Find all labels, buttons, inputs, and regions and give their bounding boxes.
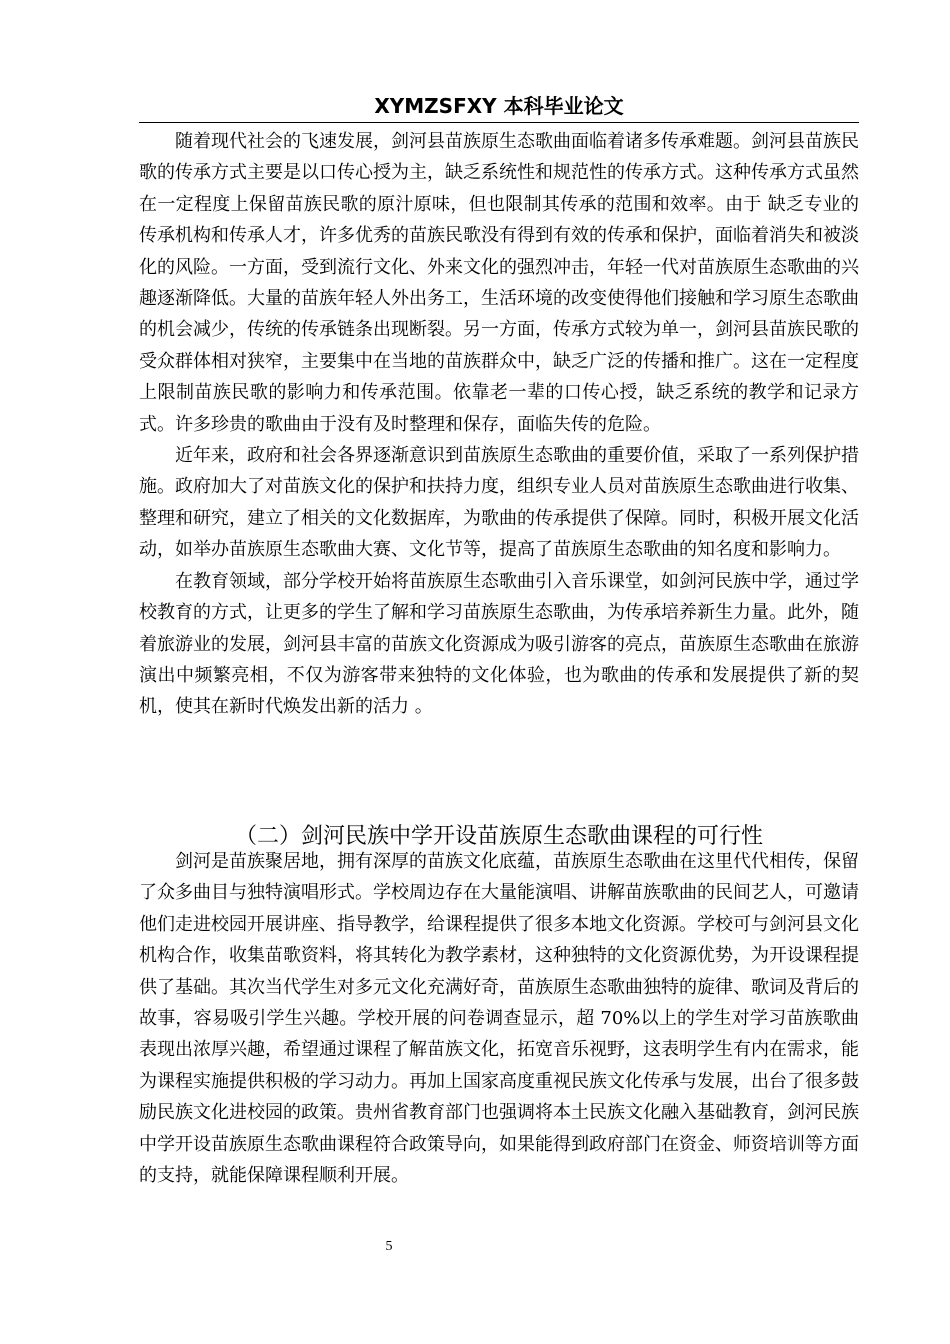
paragraph: 在教育领域，部分学校开始将苗族原生态歌曲引入音乐课堂，如剑河民族中学，通过学校教育的方式，让更多的学生了解和学习苗族原生态歌曲，为传承培养新生力量。此外，随着旅游业的发展，剑河县丰富的苗族文化资源成为吸引游客的亮点，苗族原生态歌曲在旅游演出中频繁亮相，不仅为游客带来独特的文化体验，也为歌曲的传承和发展提供了新的契机，使其在新时代焕发出新的活力 。 (139, 570, 859, 718)
paragraph: 剑河是苗族聚居地，拥有深厚的苗族文化底蕴，苗族原生态歌曲在这里代代相传，保留了众多曲目与独特演唱形式。学校周边存在大量能演唱、讲解苗族歌曲的民间艺人，可邀请他们走进校园开展讲座、指导教学，给课程提供了很多本地文化资源。学校可与剑河县文化机构合作，收集苗歌资料，将其转化为教学素材，这种独特的文化资源优势，为开设课程提供了基础。其次当代学生对多元文化充满好奇，苗族原生态歌曲独特的旋律、歌词及背后的故事，容易吸引学生兴趣。学校开展的问卷调查显示，超 70%以上的学生对学习苗族歌曲表现出浓厚兴趣，希望通过课程了解苗族文化，拓宽音乐视野，这表明学生有内在需求，能为课程实施提供积极的学习动力。再加上国家高度重视民族文化传承与发展，出台了很多鼓励民族文化进校园的政策。贵州省教育部门也强调将本土民族文化融入基础教育，剑河民族中学开设苗族原生态歌曲课程符合政策导向，如果能得到政府部门在资金、师资培训等方面的支持，就能保障课程顺利开展。 (139, 851, 859, 1187)
header-divider (139, 122, 859, 123)
section-one-body (139, 126, 859, 723)
paragraph: 近年来，政府和社会各界逐渐意识到苗族原生态歌曲的重要价值，采取了一系列保护措施。政府加大了对苗族文化的保护和扶持力度，组织专业人员对苗族原生态歌曲进行收集、整理和研究，建立了相关的文化数据库，为歌曲的传承提供了保障。同时，积极开展文化活动，如举办苗族原生态歌曲大赛、文化节等，提高了苗族原生态歌曲的知名度和影响力。 (139, 445, 859, 561)
section-heading: （二）剑河民族中学开设苗族原生态歌曲课程的可行性 (234, 824, 763, 850)
page-header-title: XYMZSFXY 本科毕业论文 (374, 94, 624, 118)
page-number: 5 (385, 1239, 393, 1254)
paragraph: 随着现代社会的飞速发展，剑河县苗族原生态歌曲面临着诸多传承难题。剑河县苗族民歌的传承方式主要是以口传心授为主，缺乏系统性和规范性的传承方式。这种传承方式虽然在一定程度上保留苗族民歌的原汁原味，但也限制其传承的范围和效率。由于 缺乏专业的传承机构和传承人才，许多优秀的苗族民歌没有得到有效的传承和保护，面临着消失和被淡化的风险。一方面，受到流行文化、外来文化的强烈冲击，年轻一代对苗族原生态歌曲的兴趣逐渐降低。大量的苗族年轻人外出务工，生活环境的改变使得他们接触和学习原生态歌曲的机会减少，传统的传承链条出现断裂。另一方面，传承方式较为单一，剑河县苗族民歌的受众群体相对狭窄，主要集中在当地的苗族群众中，缺乏广泛的传播和推广。这在一定程度上限制苗族民歌的影响力和传承范围。依靠老一辈的口传心授，缺乏系统的教学和记录方式。许多珍贵的歌曲由于没有及时整理和保存，面临失传的危险。 (139, 131, 859, 435)
section-two-body (139, 846, 859, 1191)
